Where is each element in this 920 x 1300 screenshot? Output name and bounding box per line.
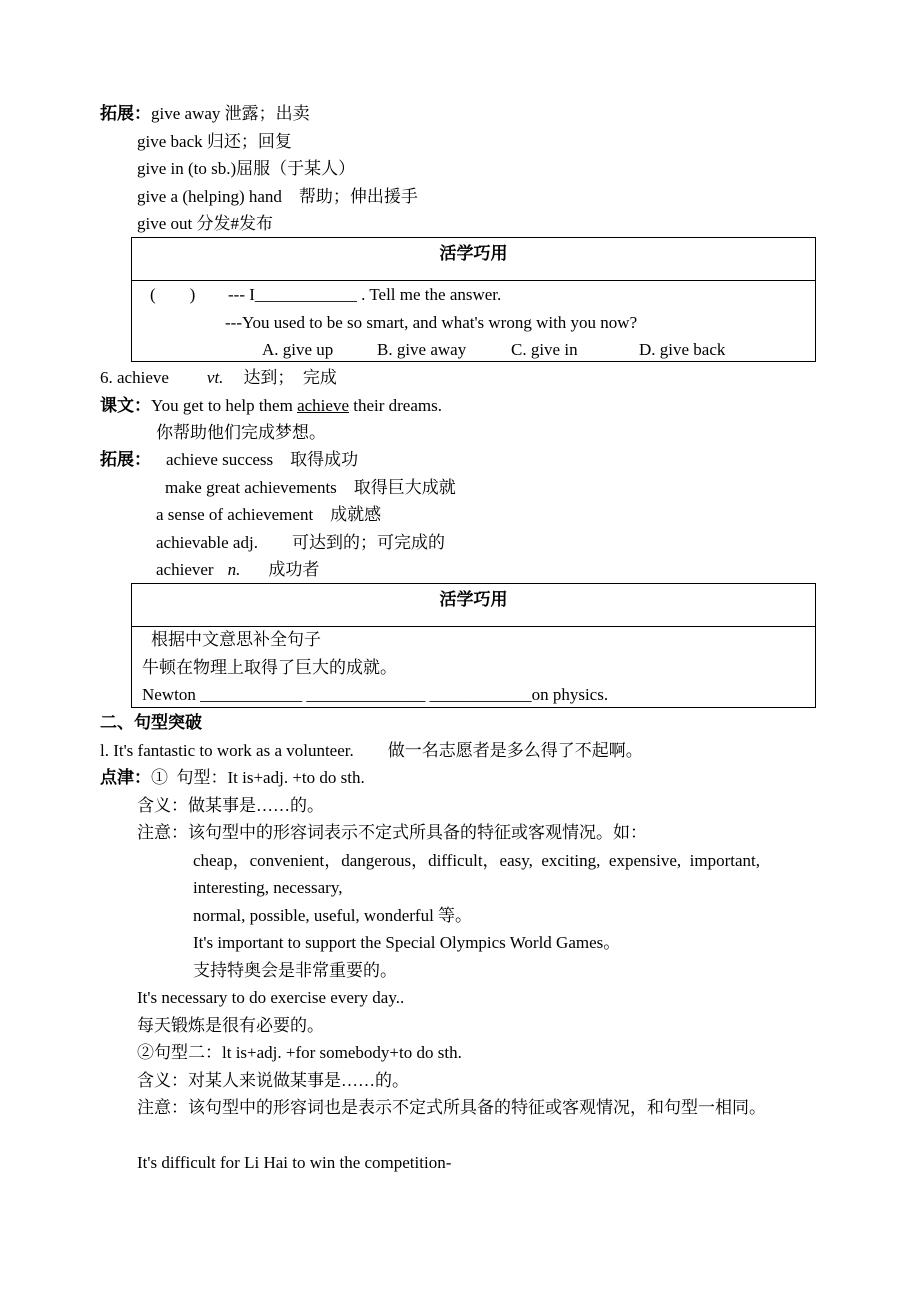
text-label: 课文： — [100, 396, 151, 415]
example-3: It's difficult for Li Hai to win the competition- — [137, 1153, 452, 1172]
word-entry-head — [100, 368, 337, 388]
expand-item: give away 泄露；出卖 — [151, 104, 310, 123]
option-d: D. give back — [639, 340, 726, 359]
expand2-line-1 — [100, 450, 358, 470]
expand-item: give a (helping) hand 帮助；伸出援手 — [137, 187, 418, 206]
expand-item: give out 分发#发布 — [137, 214, 273, 233]
adjective-list-2: interesting, necessary, — [193, 878, 343, 897]
dianjin-label: 点津： — [100, 768, 151, 787]
option-a: A. give up — [262, 340, 334, 359]
text-translation: 你帮助他们完成梦想。 — [156, 423, 326, 442]
word-head: 6. achieve — [100, 368, 169, 387]
expand2-last-word: achiever — [156, 560, 214, 579]
expand2-item: achievable adj. 可达到的；可完成的 — [156, 533, 445, 552]
adjective-list-1: cheap，convenient，dangerous，difficult，easy, exciting, expensive, important, — [193, 851, 760, 870]
pattern-sentence: l. It's fantastic to work as a volunteer. 做一名志愿者是多么得了不起啊。 — [100, 741, 643, 760]
practice-box-title: 活学巧用 — [132, 584, 815, 627]
word-pos: vt. — [206, 368, 224, 387]
expand2-last-meaning: 成功者 — [268, 560, 320, 579]
answer-paren: ( ) — [150, 285, 196, 304]
practice-fill-blank: Newton ____________ ______________ ____________on physics. — [142, 685, 609, 704]
text-pre: You get to help them — [151, 396, 298, 415]
expand2-item: achieve success 取得成功 — [166, 450, 359, 469]
example-2: It's necessary to do exercise every day.. — [137, 988, 405, 1007]
expand2-last-pos: n. — [227, 560, 241, 579]
note-1: 注意：该句型中的形容词表示不定式所具备的特征或客观情况。如： — [137, 823, 647, 842]
expand2-label: 拓展： — [100, 450, 151, 469]
question-line-2: ---You used to be so smart, and what's wrong with you now? — [225, 313, 638, 332]
dianjin-line — [100, 768, 365, 788]
practice-chinese-sentence: 牛顿在物理上取得了巨大的成就。 — [142, 658, 397, 677]
expand2-item: a sense of achievement 成就感 — [156, 505, 382, 524]
expand-item: give back 归还；回复 — [137, 132, 292, 151]
practice-box-1 — [131, 237, 816, 362]
text-sentence — [100, 396, 442, 416]
adjective-list-3: normal, possible, useful, wonderful 等。 — [193, 906, 473, 925]
example-2-translation: 每天锻炼是很有必要的。 — [137, 1016, 324, 1035]
example-1: It's important to support the Special Olympics World Games。 — [193, 933, 621, 952]
option-b: B. give away — [377, 340, 467, 359]
pattern-two: ②句型二：lt is+adj. +for somebody+to do sth. — [137, 1043, 462, 1062]
expand-label: 拓展： — [100, 104, 151, 123]
practice-box-2 — [131, 583, 816, 708]
question-line-1: --- I____________ . Tell me the answer. — [228, 285, 502, 304]
text-underlined-word: achieve — [297, 396, 349, 415]
meaning-2: 含义：对某人来说做某事是……的。 — [137, 1071, 409, 1090]
meaning-1: 含义：做某事是……的。 — [137, 796, 324, 815]
expand2-item: make great achievements 取得巨大成就 — [165, 478, 456, 497]
example-1-translation: 支持特奥会是非常重要的。 — [193, 961, 397, 980]
text-post: their dreams. — [348, 396, 442, 415]
expand2-item-last — [156, 560, 319, 580]
word-meaning: 达到； 完成 — [243, 368, 337, 387]
expand-line-1 — [100, 104, 310, 124]
pattern-one: ① 句型：It is+adj. +to do sth. — [151, 768, 365, 787]
option-c: C. give in — [511, 340, 578, 359]
note-2: 注意：该句型中的形容词也是表示不定式所具备的特征或客观情况，和句型一相同。 — [137, 1098, 766, 1117]
expand-item: give in (to sb.)屈服（于某人） — [137, 159, 356, 178]
section-heading: 二、句型突破 — [100, 713, 202, 732]
practice-box-title: 活学巧用 — [132, 238, 815, 281]
practice-instruction: 根据中文意思补全句子 — [151, 630, 321, 649]
